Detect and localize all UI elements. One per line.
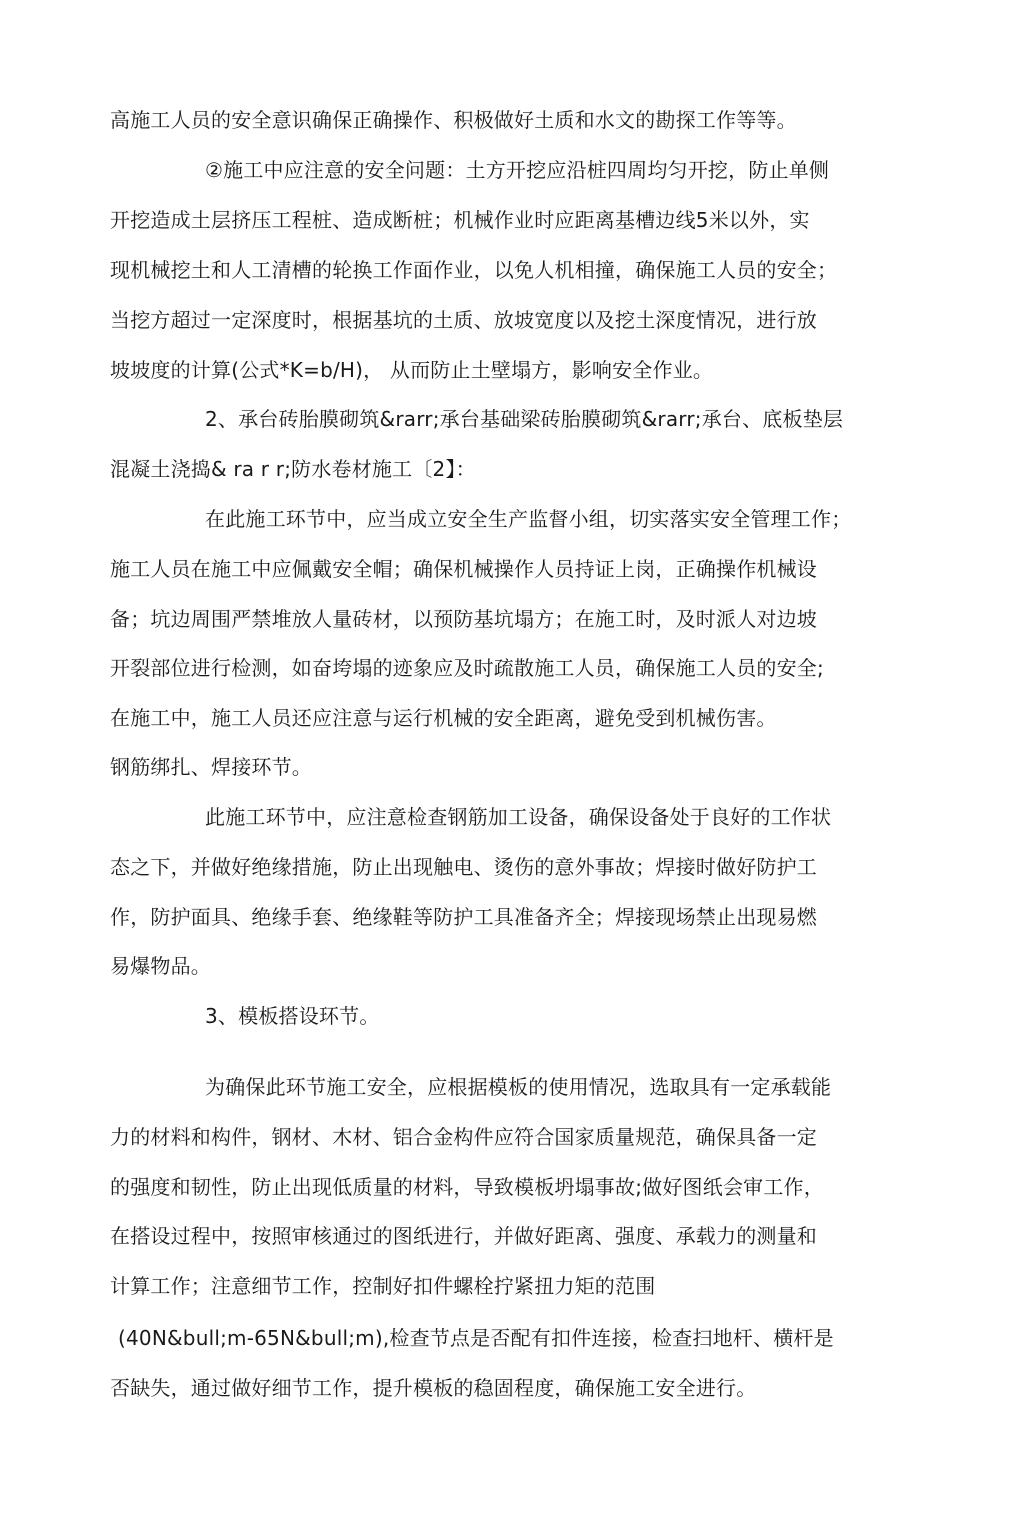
text-line: 施工人员在施工中应佩戴安全帽；确保机械操作人员持证上岗，正确操作机械设	[110, 557, 817, 581]
section-heading: 3、模板搭设环节。	[205, 1004, 380, 1028]
text-line: 现机械挖土和人工清槽的轮换工作面作业，以免人机相撞，确保施工人员的安全；	[110, 258, 838, 282]
section-heading: 混凝土浇捣& ra r r;防水卷材施工〔2】：	[110, 457, 476, 481]
text-line: 坡坡度的计算(公式*K=b/H)， 从而防止土壁塌方，影响安全作业。	[110, 358, 714, 382]
text-line: 当挖方超过一定深度时，根据基坑的土质、放坡宽度以及挖土深度情况，进行放	[110, 308, 817, 332]
text-line: 力的材料和构件，钢材、木材、铝合金构件应符合国家质量规范，确保具备一定	[110, 1125, 817, 1149]
text-line: 计算工作；注意细节工作，控制好扣件螺栓拧紧扭力矩的范围	[110, 1274, 656, 1298]
section-heading: 钢筋绑扎、焊接环节。	[110, 755, 312, 779]
text-line: 的强度和韧性，防止出现低质量的材料，导致模板坍塌事故;做好图纸会审工作，	[110, 1175, 824, 1199]
text-line: 开裂部位进行检测，如奋垮塌的迹象应及时疏散施工人员，确保施工人员的安全;	[110, 656, 824, 680]
section-heading: 2、承台砖胎膜砌筑&rarr;承台基础梁砖胎膜砌筑&rarr;承台、底板垫层	[205, 407, 844, 431]
text-line: 此施工环节中，应注意检查钢筋加工设备，确保设备处于良好的工作状	[205, 805, 832, 829]
text-line: 高施工人员的安全意识确保正确操作、积极做好土质和水文的勘探工作等等。	[110, 108, 797, 132]
text-line: ②施工中应注意的安全问题：土方开挖应沿桩四周均匀开挖，防止单侧	[205, 158, 830, 182]
text-line: 在施工中，施工人员还应注意与运行机械的安全距离，避免受到机械伤害。	[110, 706, 777, 730]
text-line: 在搭设过程中，按照审核通过的图纸进行，并做好距离、强度、承载力的测量和	[110, 1224, 817, 1248]
text-line: 在此施工环节中，应当成立安全生产监督小组，切实落实安全管理工作；	[205, 507, 852, 531]
text-line: 易爆物品。	[110, 954, 211, 978]
text-line: 态之下，并做好绝缘措施，防止出现触电、烫伤的意外事故；焊接时做好防护工	[110, 855, 817, 879]
text-line: 作，防护面具、绝缘手套、绝缘鞋等防护工具准备齐全；焊接现场禁止出现易燃	[110, 905, 817, 929]
text-line: 备；坑边周围严禁堆放人量砖材，以预防基坑塌方；在施工时，及时派人对边坡	[110, 607, 817, 631]
text-line: 为确保此环节施工安全，应根据模板的使用情况，选取具有一定承载能	[205, 1075, 832, 1099]
text-line: (40N&bull;m-65N&bull;m),检查节点是否配有扣件连接，检查扫地杆、横杆是	[118, 1326, 834, 1350]
text-line: 否缺失，通过做好细节工作，提升模板的稳固程度，确保施工安全进行。	[110, 1376, 757, 1400]
text-line: 开挖造成土层挤压工程桩、造成断桩；机械作业时应距离基槽边线5米以外，实	[110, 208, 810, 232]
